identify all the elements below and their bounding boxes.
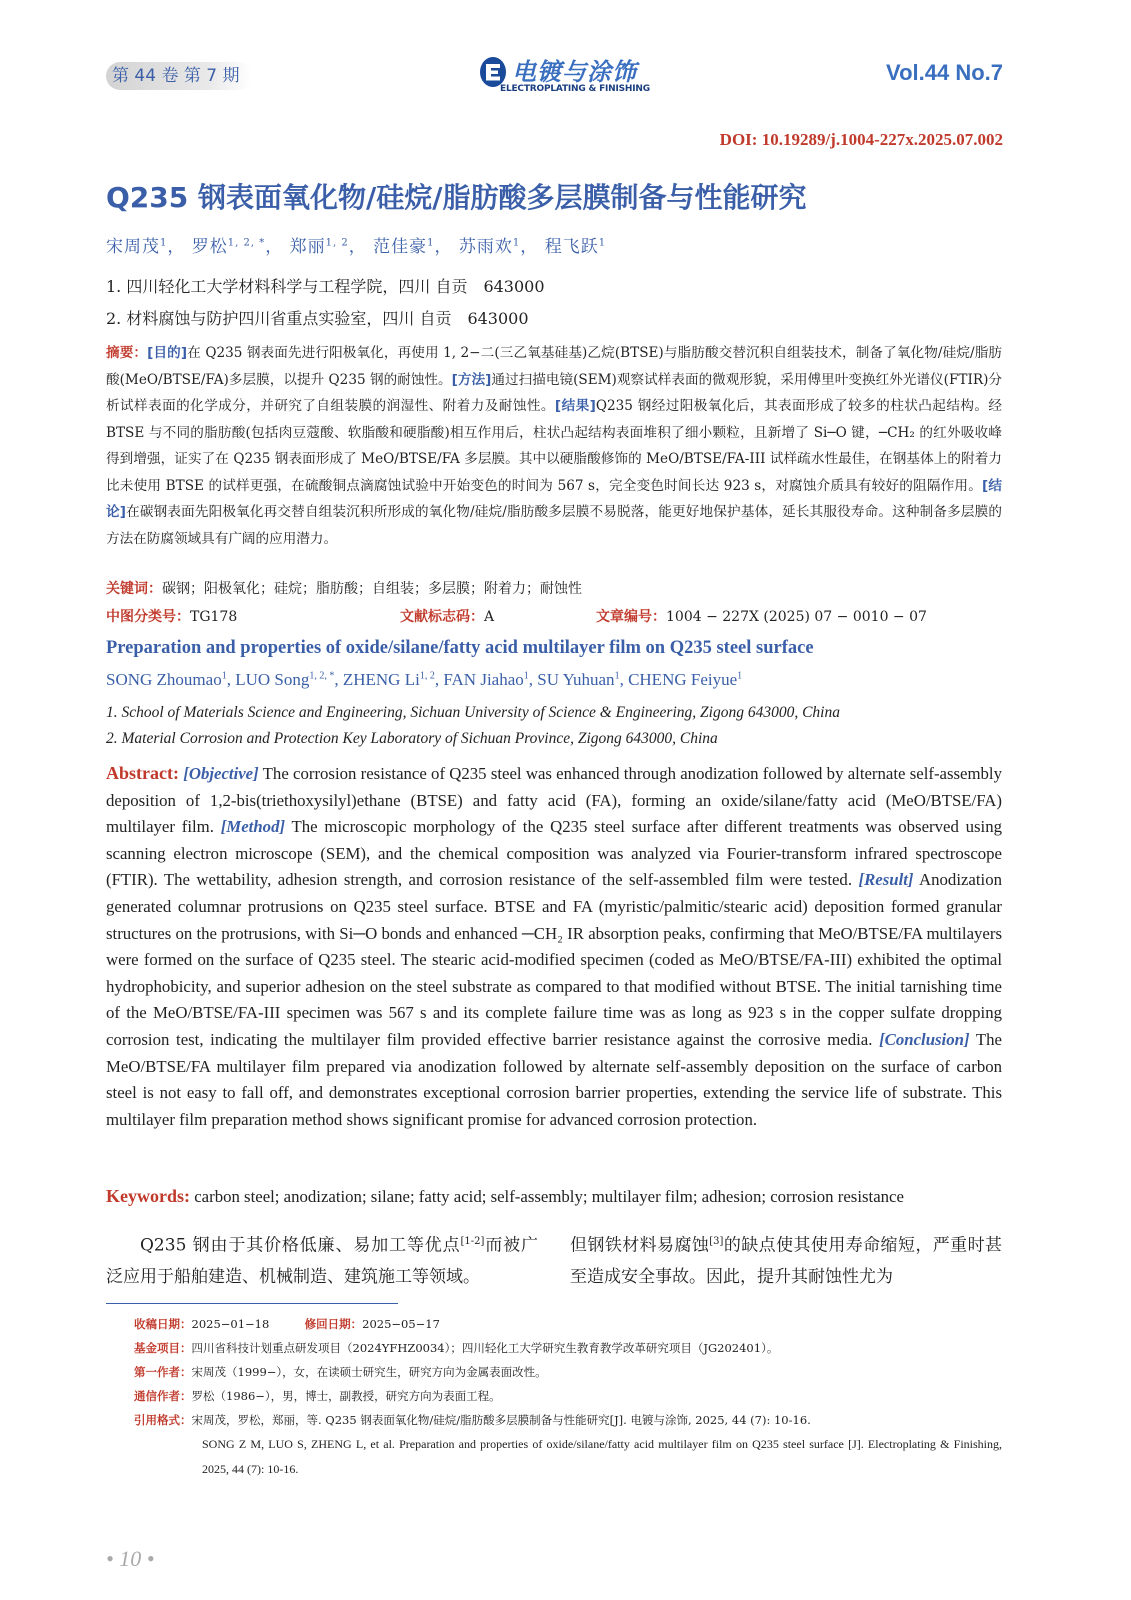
author-name-en: CHENG Feiyue (628, 670, 738, 689)
conclusion-text-cn: 在碳钢表面先阳极氧化再交替自组装沉积所形成的氧化物/硅烷/脂肪酸多层膜不易脱落，能更好地保护基体，延长其服役寿命。这种制备多层膜的方法在防腐领域具有广阔的应用潜力。 (106, 504, 1002, 547)
abstract-cn-label: 摘要： (106, 345, 148, 361)
footnote-fund (134, 1336, 1002, 1360)
objective-text-cn: 在 Q235 钢表面先进行阳极氧化，再使用 1, 2−二(三乙氧基硅基)乙烷(BTSE)与脂肪酸交替沉积自组装技术，制备了氧化物/硅烷/脂肪酸(MeO/BTSE/FA)多层膜，以提升 Q235 钢的耐蚀性。 (106, 345, 1003, 388)
author-sup: 1 (598, 237, 607, 249)
affiliation-en-1: 1. School of Materials Science and Engineering, Sichuan University of Science & Engineering, Zigong 643000, China (106, 704, 840, 721)
method-tag-cn: [方法] (451, 371, 492, 388)
clc-code (106, 606, 237, 626)
journal-name-cn: 电镀与涂饰 (512, 57, 637, 86)
received-label: 收稿日期： (134, 1317, 192, 1331)
author-sup-en: 1 (221, 670, 227, 682)
author-sup: 1, 2 (325, 237, 349, 249)
revised-label: 修回日期： (304, 1317, 363, 1331)
authors-en: SONG Zhoumao$^1$, LUO Song$^{1, 2, *}$, ZHENG Li$^{1, 2}$, FAN Jiahao$^1$, SU Yuhuan$^1$, CHENG Feiyue$^1$ (106, 670, 743, 689)
issue-cn: 第 44 卷 第 7 期 (106, 62, 252, 90)
footnote-dates (134, 1312, 1002, 1336)
author-name-en: ZHENG Li (342, 670, 420, 689)
abstract-en-label: Abstract: (106, 763, 179, 783)
footnote-citation-cn (134, 1408, 1002, 1432)
footnote-citation-en: SONG Z M, LUO S, ZHENG L, et al. Preparation and properties of oxide/silane/fatty acid multilayer film on Q235 steel surface [J]. Electroplating & Finishing, 2025, 44 (7): 10-16. (202, 1437, 1002, 1476)
keywords-cn-text: 碳钢；阳极氧化；硅烷；脂肪酸；自组装；多层膜；附着力；耐蚀性 (162, 581, 582, 597)
article-number (596, 606, 927, 626)
body-text: 而被广泛应用于船舶建造、机械制造、建筑施工等领域。 (106, 1235, 538, 1287)
received-date: 2025−01−18 (191, 1317, 270, 1331)
authors-cn: 宋周茂$^1$， 罗松$^{1, 2, *}$， 郑丽$^{1, 2}$， 范佳豪$^1$， 苏雨欢$^1$， 程飞跃$^1$ (106, 237, 607, 257)
journal-logo (478, 52, 650, 96)
first-author-label: 第一作者： (134, 1365, 192, 1379)
author-name-en: FAN Jiahao (443, 670, 524, 689)
affiliation-en-2: 2. Material Corrosion and Protection Key Laboratory of Sichuan Province, Zigong 643000, China (106, 730, 718, 747)
author-sup-en: 1 (523, 670, 529, 682)
author-sup-en: 1 (737, 670, 743, 682)
first-author-text: 宋周茂（1999−），女，在读硕士研究生，研究方向为金属表面改性。 (191, 1365, 547, 1379)
author-name-en: SU Yuhuan (537, 670, 615, 689)
footnote-first-author (134, 1360, 1002, 1384)
keywords-en-label: Keywords: (106, 1186, 190, 1206)
author-sup-en: 1, 2, * (309, 670, 335, 682)
objective-tag-en: [Objective] (183, 764, 259, 783)
page-number: • 10 • (106, 1546, 155, 1571)
author-name: 程飞跃 (544, 237, 599, 257)
abstract-cn (106, 340, 1002, 552)
journal-name-en: ELECTROPLATING & FINISHING (500, 84, 650, 94)
fund-text: 四川省科技计划重点研发项目（2024YFHZ0034）；四川轻化工大学研究生教育教学改革研究项目（JG202401）。 (191, 1341, 779, 1355)
author-sup: 1 (427, 237, 435, 249)
citation-ref[interactable]: [1-2] (460, 1236, 485, 1247)
keywords-cn (106, 578, 1002, 598)
doc-code (400, 606, 494, 626)
method-tag-en: [Method] (220, 817, 286, 837)
author-sup: 1, 2, * (227, 237, 266, 249)
revised-date: 2025−05−17 (362, 1317, 440, 1331)
citation-ref[interactable]: [3] (709, 1236, 724, 1247)
author-name: 范佳豪 (373, 237, 428, 257)
issue-en: Vol.44 No.7 (886, 60, 1003, 85)
method-text-cn: 通过扫描电镜(SEM)观察试样表面的微观形貌，采用傅里叶变换红外光谱仪(FTIR)分析试样表面的化学成分，并研究了自组装膜的润湿性、附着力及耐蚀性。 (106, 371, 1002, 414)
body-text: Q235 钢由于其价格低廉、易加工等优点 (140, 1235, 461, 1256)
author-name-en: LUO Song (235, 670, 310, 689)
author-name: 苏雨欢 (458, 237, 513, 257)
conclusion-text-en: The MeO/BTSE/FA multilayer film prepared via anodization followed by alternate self-assembly deposition on the surface of carbon steel is not easy to fall off, and demonstrates exceptional corrosion barrier properties, extending the service life of substrate. This multilayer film preparation method shows significant promise for advanced corrosion protection. (106, 1029, 1002, 1129)
clc-value: TG178 (190, 609, 238, 625)
result-tag-cn: [结果] (554, 398, 596, 414)
fund-label: 基金项目： (134, 1341, 192, 1355)
result-tag-en: [Result] (858, 870, 914, 890)
clc-label: 中图分类号： (106, 609, 190, 625)
doc-label: 文献标志码： (400, 609, 484, 625)
objective-tag-cn: [目的] (147, 345, 188, 361)
keywords-cn-label: 关键词： (106, 581, 162, 597)
paper-title-en: Preparation and properties of oxide/silane/fatty acid multilayer film on Q235 steel surface (106, 638, 814, 658)
author-name: 宋周茂 (106, 237, 160, 257)
author-sup-en: 1, 2 (419, 670, 435, 682)
objective-text-en: The corrosion resistance of Q235 steel was enhanced through anodization followed by alternate self-assembly deposition of 1,2-bis(triethoxysilyl)ethane (BTSE) and fatty acid (FA), forming an oxide/silane/fatty acid (MeO/BTSE/FA) multilayer film. (106, 764, 1002, 837)
corr-text: 罗松（1986−），男，博士，副教授，研究方向为表面工程。 (191, 1389, 501, 1403)
cite-label: 引用格式： (134, 1413, 192, 1427)
doi[interactable]: DOI: 10.19289/j.1004-227x.2025.07.002 (719, 130, 1003, 149)
author-sup: 1 (512, 237, 521, 249)
keywords-en (106, 1186, 1006, 1207)
conclusion-tag-cn: [结论] (106, 477, 1002, 520)
author-name: 郑丽 (289, 237, 326, 257)
result-text-cn: Q235 钢经过阳极氧化后，其表面形成了较多的柱状凸起结构。经 BTSE 与不同的脂肪酸(包括肉豆蔻酸、软脂酸和硬脂酸)相互作用后，柱状凸起结构表面堆积了细小颗粒，且新增了 Si─O 键，─CH₂ 的红外吸收峰得到增强，证实了在 Q235 钢表面形成了 MeO/BTSE/FA 多层膜。其中以硬脂酸修饰的 MeO/BTSE/FA-III 试样疏水性最佳，在钢基体上的附着力比未使用 BTSE 的试样更强，在硫酸铜点滴腐蚀试验中开始变色的时间为 567 s，完全变色时间长达 923 s，对腐蚀介质具有较好的阻隔作用。 (106, 398, 1002, 494)
body-column-left (106, 1226, 538, 1293)
body-text: 但钢铁材料易腐蚀 (570, 1235, 710, 1256)
footnote-divider (106, 1303, 398, 1304)
method-text-en: The microscopic morphology of the Q235 steel surface after different treatments was observed using scanning electron microscope (SEM), and the chemical composition was analyzed via Fourier-transform infrared spectroscope (FTIR). The wettability, adhesion strength, and corrosion resistance of the self-assembled film were tested. (106, 817, 1002, 890)
body-column-right (570, 1226, 1002, 1293)
author-sup-en: 1 (614, 670, 620, 682)
conclusion-tag-en: [Conclusion] (879, 1029, 970, 1049)
result-text-en: Anodization generated columnar protrusions on Q235 steel surface. BTSE and FA (myristic/palmitic/stearic acid) deposition formed granular structures on the protrusions, with Si─O bonds and enhanced ─CH₂ IR absorption peaks, confirming that MeO/BTSE/FA multilayers were formed on the surface of Q235 steel. The stearic acid-modified specimen (coded as MeO/BTSE/FA-III) exhibited the optimal hydrophobicity, and superior adhesion on the steel substrate as compared to that modified without BTSE. The initial tarnishing time of the MeO/BTSE/FA-III specimen was 567 s and its complete failure time was as long as 923 s in the copper sulfate dropping corrosion test, indicating the multilayer film provided effective barrier resistance against the corrosive media. (106, 870, 1002, 1049)
author-sup: 1 (160, 237, 168, 249)
paper-title-cn: Q235 钢表面氧化物/硅烷/脂肪酸多层膜制备与性能研究 (106, 181, 807, 214)
article-value: 1004 − 227X (2025) 07 − 0010 − 07 (666, 609, 927, 625)
author-name-en: SONG Zhoumao (106, 670, 222, 689)
author-name: 罗松 (191, 237, 228, 257)
affiliation-cn-1: 1. 四川轻化工大学材料科学与工程学院，四川 自贡 643000 (106, 277, 545, 296)
article-label: 文章编号： (596, 609, 666, 625)
footnote-corresponding-author (134, 1384, 1002, 1408)
keywords-en-text: carbon steel; anodization; silane; fatty acid; self-assembly; multilayer film; adhesion; corrosion resistance (194, 1187, 904, 1206)
body-text: 的缺点使其使用寿命缩短，严重时甚至造成安全事故。因此，提升其耐蚀性尤为 (570, 1235, 1003, 1287)
cite-cn-text: 宋周茂，罗松，郑丽，等. Q235 钢表面氧化物/硅烷/脂肪酸多层膜制备与性能研究[J]. 电镀与涂饰, 2025, 44 (7): 10-16. (191, 1413, 811, 1427)
affiliation-cn-2: 2. 材料腐蚀与防护四川省重点实验室，四川 自贡 643000 (106, 309, 529, 328)
abstract-en (106, 760, 1002, 1133)
corr-label: 通信作者： (134, 1389, 192, 1403)
doc-value: A (484, 609, 495, 625)
